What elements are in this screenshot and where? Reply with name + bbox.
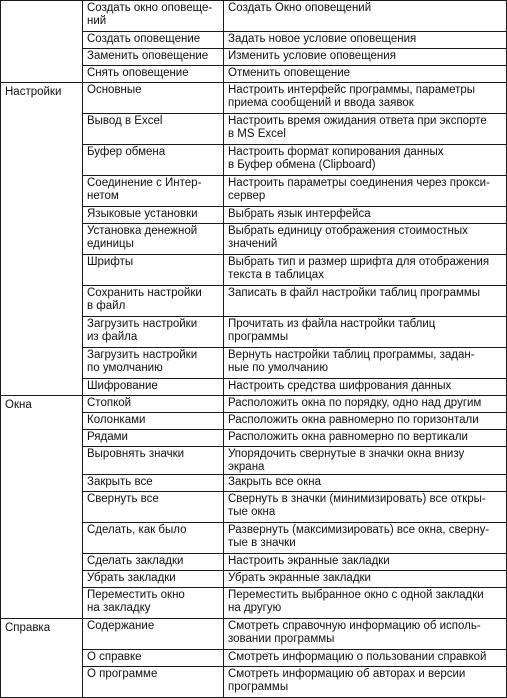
description-cell: Настроить время ожидания ответа при экспорте в MS Excel bbox=[224, 114, 507, 145]
description-cell: Настроить интерфейс программы, параметры приема сообщений и ввода заявок bbox=[224, 83, 507, 114]
command-cell: Языковые установки bbox=[83, 207, 224, 224]
description-cell: Настроить формат копирования данных в Буфер обмена (Clipboard) bbox=[224, 145, 507, 176]
description-cell: Выбрать язык интерфейса bbox=[224, 207, 507, 224]
command-cell: Переместить окно на закладку bbox=[83, 588, 224, 619]
command-cell: Сохранить настройки в файл bbox=[83, 286, 224, 317]
command-cell: Колонками bbox=[83, 413, 224, 430]
description-cell: Убрать экранные закладки bbox=[224, 571, 507, 588]
description-cell: Упорядочить свернутые в значки окна внизу экрана bbox=[224, 447, 507, 475]
description-cell: Настроить экранные закладки bbox=[224, 554, 507, 571]
description-cell: Расположить окна равномерно по вертикали bbox=[224, 430, 507, 447]
description-cell: Вернуть настройки таблиц программы, задан- ные по умолчанию bbox=[224, 348, 507, 379]
description-cell: Отменить оповещение bbox=[224, 66, 507, 83]
command-cell: Содержание bbox=[83, 619, 224, 650]
table-row bbox=[1, 83, 507, 114]
description-cell: Смотреть информацию об авторах и версии программы bbox=[224, 667, 507, 698]
command-cell: О программе bbox=[83, 667, 224, 698]
description-cell: Расположить окна по порядку, одно над другим bbox=[224, 396, 507, 413]
section-name-cell: Настройки bbox=[1, 83, 83, 396]
description-cell: Выбрать тип и размер шрифта для отображения текста в таблицах bbox=[224, 255, 507, 286]
command-cell: Заменить оповещение bbox=[83, 49, 224, 66]
command-cell: Сделать закладки bbox=[83, 554, 224, 571]
description-cell: Записать в файл настройки таблиц программы bbox=[224, 286, 507, 317]
command-cell: Снять оповещение bbox=[83, 66, 224, 83]
command-cell: О справке bbox=[83, 650, 224, 667]
command-cell: Вывод в Excel bbox=[83, 114, 224, 145]
table-row bbox=[1, 396, 507, 413]
section-name-cell: Окна bbox=[1, 396, 83, 619]
command-cell: Соединение с Интер- нетом bbox=[83, 176, 224, 207]
description-cell: Расположить окна равномерно по горизонтали bbox=[224, 413, 507, 430]
description-cell: Настроить средства шифрования данных bbox=[224, 379, 507, 396]
command-cell: Шифрование bbox=[83, 379, 224, 396]
description-cell: Смотреть справочную информацию об исполь- зовании программы bbox=[224, 619, 507, 650]
description-cell: Смотреть информацию о пользовании справкой bbox=[224, 650, 507, 667]
table-row bbox=[1, 619, 507, 650]
description-cell: Переместить выбранное окно с одной закладки на другую bbox=[224, 588, 507, 619]
command-cell: Выровнять значки bbox=[83, 447, 224, 475]
description-cell: Свернуть в значки (минимизировать) все откры- тые окна bbox=[224, 492, 507, 523]
description-cell: Настроить параметры соединения через прокси- сервер bbox=[224, 176, 507, 207]
command-cell: Создать окно оповеще- ний bbox=[83, 1, 224, 32]
description-cell: Выбрать единицу отображения стоимостных значений bbox=[224, 224, 507, 255]
command-cell: Стопкой bbox=[83, 396, 224, 413]
description-cell: Изменить условие оповещения bbox=[224, 49, 507, 66]
command-cell: Убрать закладки bbox=[83, 571, 224, 588]
description-cell: Создать Окно оповещений bbox=[224, 1, 507, 32]
command-cell: Создать оповещение bbox=[83, 32, 224, 49]
command-cell: Свернуть все bbox=[83, 492, 224, 523]
description-cell: Прочитать из файла настройки таблиц программы bbox=[224, 317, 507, 348]
description-cell: Закрыть все окна bbox=[224, 475, 507, 492]
command-cell: Загрузить настройки из файла bbox=[83, 317, 224, 348]
command-cell: Рядами bbox=[83, 430, 224, 447]
description-cell: Задать новое условие оповещения bbox=[224, 32, 507, 49]
section-name-cell bbox=[1, 1, 83, 83]
command-cell: Сделать, как было bbox=[83, 523, 224, 554]
commands-table-body bbox=[1, 1, 507, 698]
command-cell: Загрузить настройки по умолчанию bbox=[83, 348, 224, 379]
command-cell: Шрифты bbox=[83, 255, 224, 286]
command-cell: Буфер обмена bbox=[83, 145, 224, 176]
command-cell: Основные bbox=[83, 83, 224, 114]
section-name-cell: Справка bbox=[1, 619, 83, 698]
command-cell: Установка денежной единицы bbox=[83, 224, 224, 255]
command-cell: Закрыть все bbox=[83, 475, 224, 492]
description-cell: Развернуть (максимизировать) все окна, сверну- тые в значки bbox=[224, 523, 507, 554]
table-row bbox=[1, 1, 507, 32]
